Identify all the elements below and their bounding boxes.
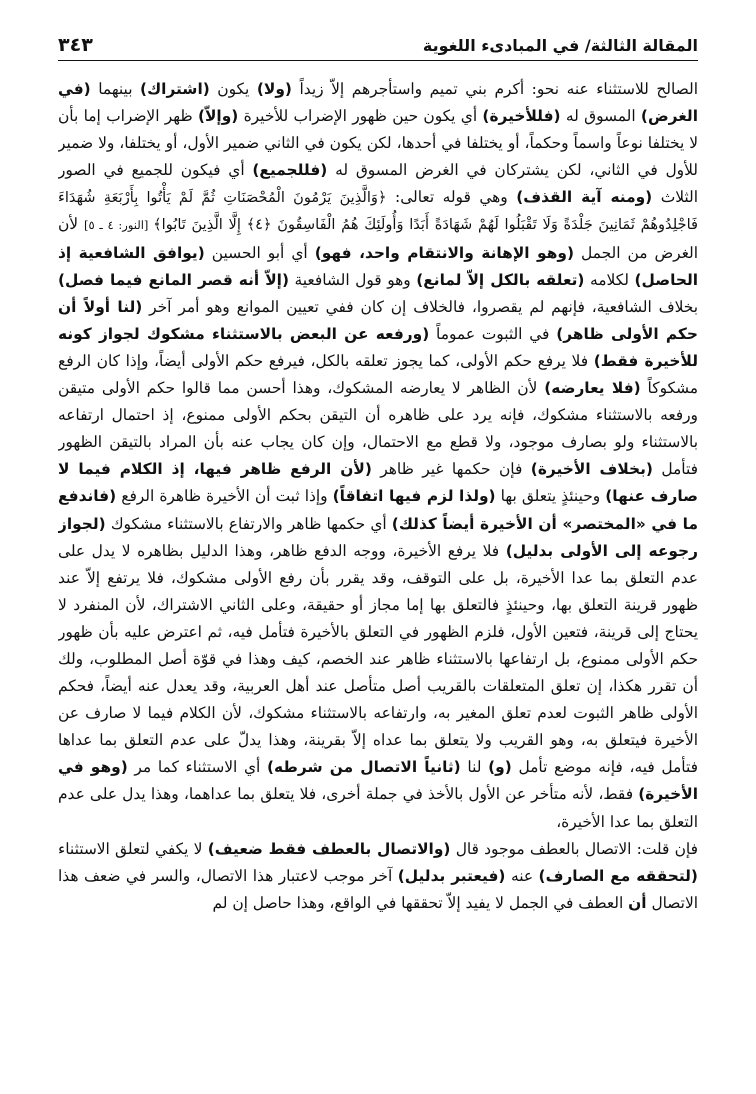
text-segment: وهو قول الشافعية — [288, 270, 417, 289]
bold-matn-segment: (وهو في الأخيرة) — [58, 758, 698, 804]
bold-matn-segment: (ومنه آية القذف) — [516, 188, 653, 207]
text-segment: أي الاستثناء كما مر — [127, 758, 268, 777]
bold-matn-segment: (لتحققه مع الصارف) — [538, 866, 698, 885]
quran-quote: ﴿وَالَّذِينَ يَرْمُونَ الْمُحْصَنَاتِ ثُمَّ لَمْ يَأْتُوا بِأَرْبَعَةِ شُهَدَاءَ فَاجْلِدُوهُمْ ثَمَانِينَ جَلْدَةً وَلَا تَقْبَلُوا لَهُمْ شَهَادَةً أَبَدًا وَأُولَئِكَ هُمُ الْفَاسِقُونَ ﴿٤﴾ إِلَّا الَّذِينَ تَابُوا﴾ — [58, 189, 698, 234]
text-segment: لنا — [460, 758, 489, 777]
text-segment: في الثبوت عموماً — [429, 324, 557, 343]
text-segment: فإن قلت: الاتصال بالعطف موجود قال — [450, 839, 698, 858]
text-segment: أي أبو الحسين — [204, 243, 315, 262]
text-segment: ظهر الإضراب إما بأن لا يختلفا نوعاً واسماً وحكماً، أو يختلفا في أحدها، لكن يكون في الثاني ضمير الأول، أو يختلفا، ولا ضمير للأول في الثاني، لكن يشتركان في الغرض المسوق له — [58, 107, 698, 180]
bold-matn-segment: (تعلقه بالكل إلاّ لمانع) — [416, 270, 585, 289]
page-number: ٣٤٣ — [58, 34, 93, 56]
bold-matn-segment: (ولذا لزم فيها اتفاقاً) — [332, 487, 496, 506]
bold-matn-segment: (لنا أولاً أن حكم الأولى ظاهر) — [58, 297, 698, 343]
running-title: المقالة الثالثة/ في المبادىء اللغوية — [422, 36, 698, 55]
text-segment: لا يكفي لتعلق الاستثناء — [58, 839, 208, 858]
text-segment: وحينئذٍ يتعلق بها — [495, 487, 606, 506]
bold-matn-segment: (ولا) — [256, 80, 292, 98]
text-segment: وإذا ثبت أن الأخيرة ظاهرة الرفع — [116, 487, 333, 506]
text-segment: فلا يرفع الأخيرة، ووجه الدفع ظاهر، وهذا الدليل بظاهره لا يدل على عدم التعلق بما عدا الأخيرة، بل على التوقف، وقد يقرر بأن رفع الأولى مشكوك، فلا يرتفع إلاّ عند ظهور قرينة التعلق بها، وحينئذٍ فالتعلق بها إما مجاز أو حقيقة، وعلى الثاني الاشتراك، لأن المنفرد لا يحتاج إلى قرينة، فتعين الأول، فلزم الظهور في التعلق بالأخيرة فتأمل فيه، ثم اعترض عليه بأن ظهور حكم الأولى ممنوع، بل ارتفاعها بالاستثناء ظاهر عند الخصم، كيف وهذا في قوّة أصل المطلوب، ولك أن تقرر هكذا، إن تعلق المتعلقات بالقريب أصل متأصل عند أهل العربية، وقد يعدل عنه أيضاً، فحكم الأولى ظاهر الثبوت لعدم تعلق المغير به، وارتفاعه بالاستثناء مشكوك، لأن الكلام فيما لا صارف عن الأخيرة فيتعلق به، وهو القريب ولا يتعلق بما عداه إلاّ بقرينة، وهذا يدلّ على عدم التعلق بما عداها فتأمل فيه، فإنه موضع تأمل — [58, 541, 698, 777]
text-segment: لأن الغرض من الجمل — [58, 215, 698, 262]
bold-matn-segment: (فللأخيرة) — [482, 107, 561, 126]
text-segment: الصالح للاستثناء عنه نحو: أكرم بني تميم واستأجرهم إلاّ زيداً — [291, 80, 698, 98]
bold-matn-segment: (لأن الرفع ظاهر فيها، إذ الكلام فيما لا صارف عنها) — [58, 460, 698, 506]
text-segment: أي فيكون للجميع في الصور الثلاث — [58, 161, 698, 207]
bold-matn-segment: (فللجميع) — [252, 161, 328, 180]
bold-matn-segment: (إلاّ أنه قصر المانع فيما فصل) — [58, 270, 289, 289]
bold-matn-segment: (فاندفع ما في «المختصر» أن الأخيرة أيضاً كذلك) — [58, 487, 698, 533]
text-segment: لأن الظاهر لا يعارضه المشكوك، وهذا أحسن مما قالوا حكم الأولى متيقن ورفعه بالاستثناء مشكوك، فإنه يرد على ظاهره أن التيقن بحكم الأولى ممنوع، إذ احتمال ارتفاعه بالاستثناء ولو بصارف موجود، ولا قطع مع الاحتمال، وإن كان يجاب عنه بأن المراد بالتيقن الظهور فتأمل — [58, 379, 698, 479]
page-header — [58, 26, 698, 61]
text-segment: وهي قوله تعالى: — [386, 188, 517, 207]
verse-reference: [النور: ٤ ـ ٥] — [84, 218, 154, 233]
paragraph — [58, 836, 698, 917]
bold-matn-segment: (يوافق الشافعية إذ الحاصل) — [58, 243, 698, 289]
bold-matn-segment: (ورفعه عن البعض بالاستثناء مشكوك لجواز كونه للأخيرة فقط) — [58, 324, 698, 370]
bold-matn-segment: (في الغرض) — [58, 80, 698, 126]
text-segment: عنه — [505, 866, 539, 885]
text-segment: بينهما — [90, 80, 141, 98]
bold-matn-segment: (اشتراك) — [140, 80, 210, 98]
text-segment: المسوق له — [560, 107, 641, 126]
bold-matn-segment: أن — [628, 893, 647, 912]
text-segment: آخر موجب لاعتبار هذا الاتصال، والسر في ضعف هذا الاتصال — [58, 866, 698, 912]
bold-matn-segment: (فلا يعارضه) — [544, 379, 641, 398]
bold-matn-segment: (و) — [488, 758, 512, 777]
bold-matn-segment: (بخلاف الأخيرة) — [530, 460, 653, 479]
bold-matn-segment: (والاتصال بالعطف فقط ضعيف) — [207, 839, 451, 858]
text-segment: فلا يرفع حكم الأولى، كما يجوز تعلقه بالكل، فيرفع حكم الأولى أيضاً، وإذا كان الرفع مشكوكاً — [58, 351, 698, 398]
text-segment: العطف في الجمل لا يفيد إلاّ تحققها في الواقع، وهذا حاصل إن لم — [212, 893, 629, 912]
text-segment: فقط، لأنه متأخر عن الأول بالأخذ في جملة أخرى، فلا يتعلق بما عداهما، وهذا يدل على عدم التعلق بما عدا الأخيرة، — [58, 785, 698, 831]
text-segment: فإن حكمها غير ظاهر — [371, 460, 531, 479]
bold-matn-segment: (لجواز رجوعه إلى الأولى بدليل) — [58, 514, 698, 560]
body-text — [58, 76, 698, 1080]
paragraph — [58, 76, 698, 836]
text-segment: يكون — [209, 80, 257, 98]
text-segment: لكلامه — [584, 270, 635, 289]
text-segment: أي حكمها ظاهر والارتفاع بالاستثناء مشكوك — [105, 514, 392, 533]
bold-matn-segment: (وإلاّ) — [197, 107, 239, 126]
bold-matn-segment: (فيعتبر بدليل) — [397, 866, 506, 885]
bold-matn-segment: (ثانياً الاتصال من شرطه) — [267, 758, 461, 777]
text-segment: أي يكون حين ظهور الإضراب للأخيرة — [238, 107, 483, 126]
text-segment: بخلاف الشافعية، فإنهم لم يقصروا، فالخلاف إن كان ففي تعيين الموانع وهو أمر آخر — [142, 297, 698, 316]
bold-matn-segment: (وهو الإهانة والانتقام واحد، فهو) — [314, 243, 574, 262]
